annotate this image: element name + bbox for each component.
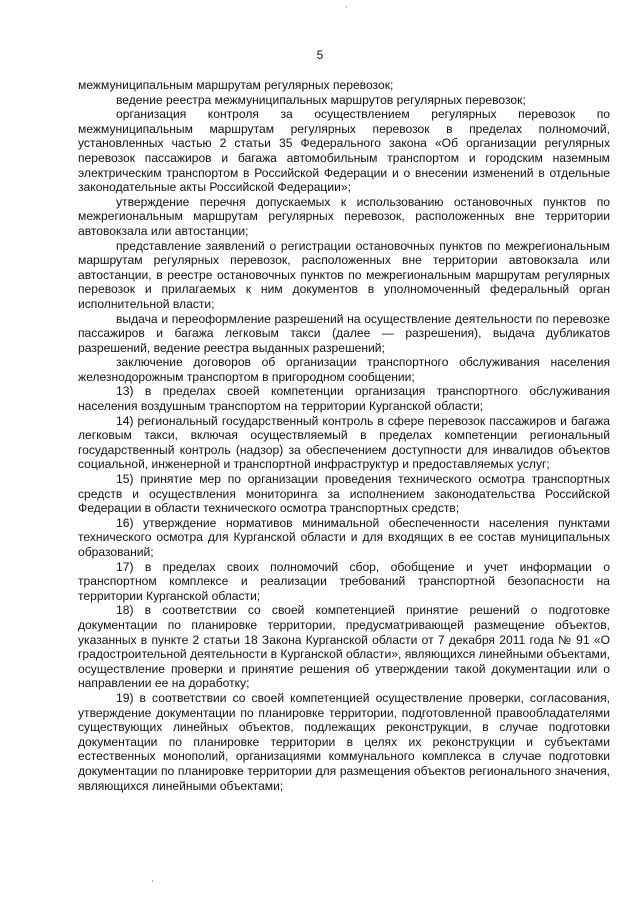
paragraph-item-15: 15) принятие мер по организации проведения технического осмотра транспортных средств и осуществления мониторинга за исполнением законодательства Российской Федерации в области технического осмотра транспортных средств; xyxy=(78,472,610,516)
paragraph-rail-contracts: заключение договоров об организации транспортного обслуживания населения железнодорожным транспортом в пригородном сообщении; xyxy=(78,355,610,384)
scan-speck xyxy=(152,880,153,882)
paragraph-item-16: 16) утверждение нормативов минимальной обеспеченности населения пунктами технического осмотра для Курганской области и для входящих в ее состав муниципальных образований; xyxy=(78,515,610,559)
paragraph-stops-list: утверждение перечня допускаемых к использованию остановочных пунктов по межрегиональным маршрутам регулярных перевозок, расположенных вне территории автовокзала или автостанции; xyxy=(78,194,610,238)
paragraph-item-17: 17) в пределах своих полномочий сбор, обобщение и учет информации о транспортном комплексе и реализации требований транспортной безопасности на территории Курганской области; xyxy=(78,559,610,603)
paragraph-continuation: межмуниципальным маршрутам регулярных перевозок; xyxy=(78,78,394,92)
paragraph-item-19: 19) в соответствии со своей компетенцией осуществление проверки, согласования, утверждение документации по планировке территории, подготовленной правообладателями существующих линейных объектов, подлежащих реконструкции, в случае подготовки документации по планировке территории в целях их реконструкции и субъектами естественных монополий, организациями коммунального комплекса в случае подготовки документации по планировке территории для размещения объектов регионального значения, являющихся линейными объектами; xyxy=(78,690,610,793)
scan-speck xyxy=(346,6,347,8)
document-body xyxy=(78,78,610,793)
paragraph-item-13: 13) в пределах своей компетенции организация транспортного обслуживания населения воздушным транспортом на территории Курганской области; xyxy=(78,384,610,414)
paragraph-item-14: 14) региональный государственный контроль в сфере перевозок пассажиров и багажа легковым такси, включая осуществляемый в пределах компетенции региональный государственный контроль (надзор) за обеспечением доступности для инвалидов объектов социальной, инженерной и транспортной инфраструктур и предоставляемых услуг; xyxy=(78,413,610,472)
paragraph-item-18: 18) в соответствии со своей компетенцией принятие решений о подготовке документации по планировке территории, предусматривающей размещение объектов, указанных в пункте 2 статьи 18 Закона Курганской области от 7 декабря 2011 года № 91 «О градостроительной деятельности в Курганской области», являющихся линейными объектами, осуществление проверки и принятие решения об утверждении такой документации или о направлении ее на доработку; xyxy=(78,603,610,691)
paragraph-taxi-permits: выдача и переоформление разрешений на осуществление деятельности по перевозке пассажиров и багажа легковым такси (далее — разрешения), выдача дубликатов разрешений, ведение реестра выданных разрешений; xyxy=(78,311,610,355)
paragraph-stops-registration: представление заявлений о регистрации остановочных пунктов по межрегиональным маршрутам регулярных перевозок, расположенных вне территории автовокзала или автостанции, в реестре остановочных пунктов по межрегиональным маршрутам регулярных перевозок и прилагаемых к ним документов в уполномоченный федеральный орган исполнительной власти; xyxy=(78,238,610,311)
paragraph-registry: ведение реестра межмуниципальных маршрутов регулярных перевозок; xyxy=(116,92,526,107)
paragraph-control: организация контроля за осуществлением регулярных перевозок по межмуниципальным маршрутам регулярных перевозок в пределах полномочий, установленных частью 2 статьи 35 Федерального закона «Об организации регулярных перевозок пассажиров и багажа автомобильным транспортом и городским наземным электрическим транспортом в Российской Федерации и о внесении изменений в отдельные законодательные акты Российской Федерации»; xyxy=(78,107,610,195)
page-number: 5 xyxy=(316,48,324,62)
